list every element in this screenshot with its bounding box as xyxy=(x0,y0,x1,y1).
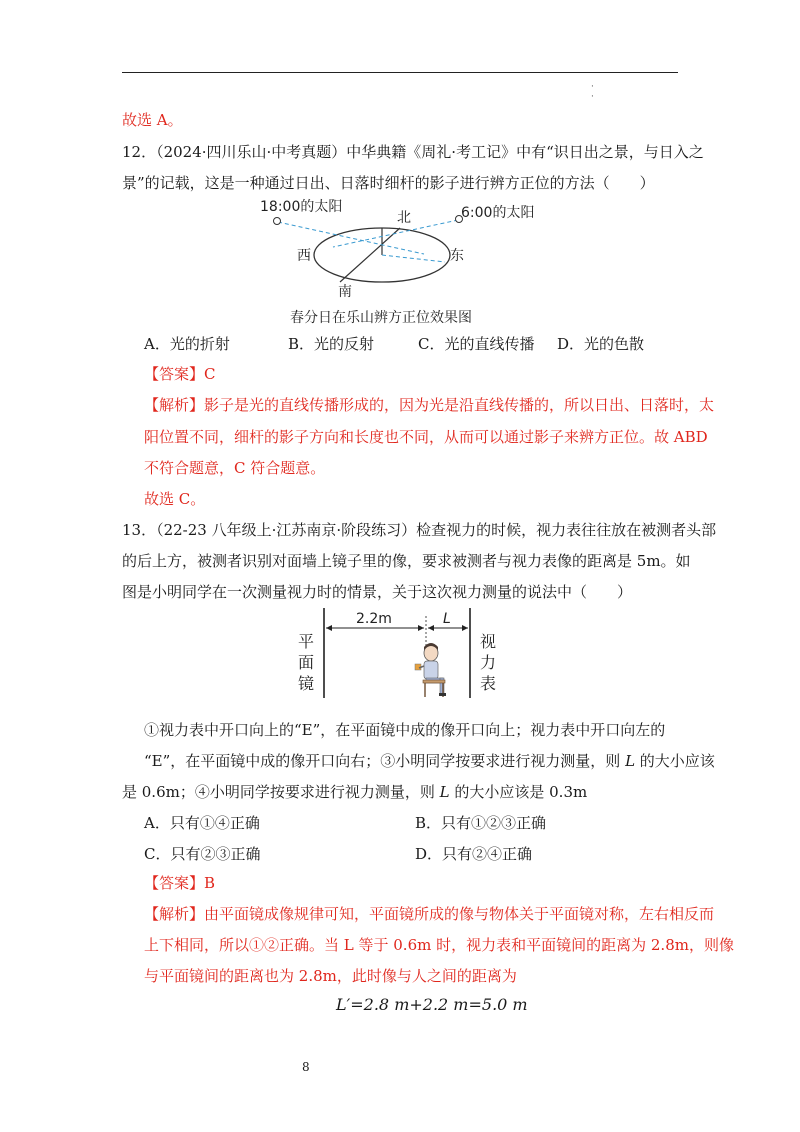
q13-statement-line3 xyxy=(122,782,587,802)
evening-sun-icon xyxy=(274,218,281,225)
q12-option-d: D．光的色散 xyxy=(557,335,645,353)
q13-var-L: L xyxy=(625,752,636,770)
q13-option-c: C．只有②③正确 xyxy=(144,845,261,863)
distance-label-L: L xyxy=(443,611,451,627)
chart-label-3: 表 xyxy=(480,674,497,693)
south-label: 南 xyxy=(338,284,352,300)
mirror-label-1: 平 xyxy=(298,632,315,651)
arrowhead-right-2 xyxy=(462,625,468,631)
q12-analysis-text1: 影子是光的直线传播形成的，因为光是沿直线传播的，所以日出、日落时，太 xyxy=(204,396,715,414)
q12-stem-line2: 景”的记载，这是一种通过日出、日落时细杆的影子进行辨方正位的方法（ ） xyxy=(122,174,655,192)
header-rule xyxy=(122,72,678,73)
q13-stem-line3: 图是小明同学在一次测量视力时的情景，关于这次视力测量的说法中（ ） xyxy=(122,583,633,601)
evening-shadow xyxy=(382,255,445,262)
q13-statement-line3-pre: 是 0.6m；④小明同学按要求进行视力测量，则 xyxy=(122,783,440,801)
chart-label-1: 视 xyxy=(480,632,497,651)
q13-analysis-text1: 由平面镜成像规律可知，平面镜所成的像与物体关于平面镜对称，左右相反而 xyxy=(204,905,715,923)
arrowhead-left xyxy=(326,625,332,631)
mirror-label-2: 面 xyxy=(298,653,315,672)
chart-label-2: 力 xyxy=(480,653,497,672)
q12-analysis-line3: 不符合题意，C 符合题意。 xyxy=(144,459,326,477)
q12-stem-line1: 12．（2024·四川乐山·中考真题）中华典籍《周礼·考工记》中有“识日出之景，与日入之 xyxy=(122,143,704,161)
q13-answer-value: B xyxy=(204,874,216,892)
q13-statement-line2-post: 的大小应该 xyxy=(635,752,715,770)
q12-answer xyxy=(144,364,216,384)
header-dots: · · xyxy=(591,82,594,102)
q13-statement-line2 xyxy=(144,751,715,771)
q12-option-b: B．光的反射 xyxy=(288,335,375,353)
q13-analysis-line2: 上下相同，所以①②正确。当 L 等于 0.6m 时，视力表和平面镜间的距离为 2.8m，则像 xyxy=(144,936,734,954)
q13-analysis-line1 xyxy=(144,904,714,924)
q12-option-c: C．光的直线传播 xyxy=(418,335,535,353)
figure-caption: 春分日在乐山辨方正位效果图 xyxy=(290,310,472,326)
q13-answer xyxy=(144,873,215,893)
east-label: 东 xyxy=(450,248,464,264)
north-south-line xyxy=(340,228,400,282)
q13-statement-line3-post: 的大小应该是 0.3m xyxy=(449,783,588,801)
north-label: 北 xyxy=(397,210,411,226)
q12-analysis-line1 xyxy=(144,395,714,415)
morning-sun-label: 6:00的太阳 xyxy=(461,205,535,221)
q12-option-a: A．光的折射 xyxy=(144,335,230,353)
page-number: 8 xyxy=(302,1060,310,1074)
mirror-label-3: 镜 xyxy=(298,674,315,693)
q13-option-b: B．只有①②③正确 xyxy=(415,814,547,832)
q13-analysis-line3: 与平面镜间的距离也为 2.8m，此时像与人之间的距离为 xyxy=(144,967,517,985)
q13-answer-label: 【答案】 xyxy=(144,874,205,892)
arrowhead-right xyxy=(418,625,424,631)
seated-boy-icon xyxy=(415,643,446,697)
q12-answer-value: C xyxy=(204,365,216,383)
q12-analysis-line2: 阳位置不同，细杆的影子方向和长度也不同，从而可以通过影子来辨方正位。故 ABD xyxy=(144,428,708,446)
q13-eye-test-figure xyxy=(294,606,514,708)
q13-option-a: A．只有①④正确 xyxy=(144,814,260,832)
q13-equation: L′=2.8 m+2.2 m=5.0 m xyxy=(336,995,528,1014)
west-label: 西 xyxy=(297,248,311,264)
q12-sundial-figure xyxy=(250,198,540,328)
q11-conclusion: 故选 A。 xyxy=(122,111,183,129)
q13-statement-line1: ①视力表中开口向上的“E”，在平面镜中成的像开口向上；视力表中开口向左的 xyxy=(144,721,666,739)
q13-var-L-2: L xyxy=(439,783,450,801)
ray-from-morning-sun xyxy=(333,220,458,247)
q12-analysis-label: 【解析】 xyxy=(144,396,205,414)
q13-option-d: D．只有②④正确 xyxy=(415,845,533,863)
q13-statement-line2-pre: “E”，在平面镜中成的像开口向右；③小明同学按要求进行视力测量，则 xyxy=(144,752,626,770)
evening-sun-label: 18:00的太阳 xyxy=(260,199,343,215)
q13-analysis-label: 【解析】 xyxy=(144,905,205,923)
arrowhead-left-2 xyxy=(428,625,434,631)
q13-stem-line1: 13．（22-23 八年级上·江苏南京·阶段练习）检查视力的时候，视力表往往放在被测者头部 xyxy=(122,521,717,539)
q12-answer-label: 【答案】 xyxy=(144,365,205,383)
q13-stem-line2: 的后上方，被测者识别对面墙上镜子里的像，要求被测者与视力表像的距离是 5m。如 xyxy=(122,552,691,570)
q12-conclusion: 故选 C。 xyxy=(144,490,206,508)
distance-label-2-2m: 2.2m xyxy=(356,611,392,627)
